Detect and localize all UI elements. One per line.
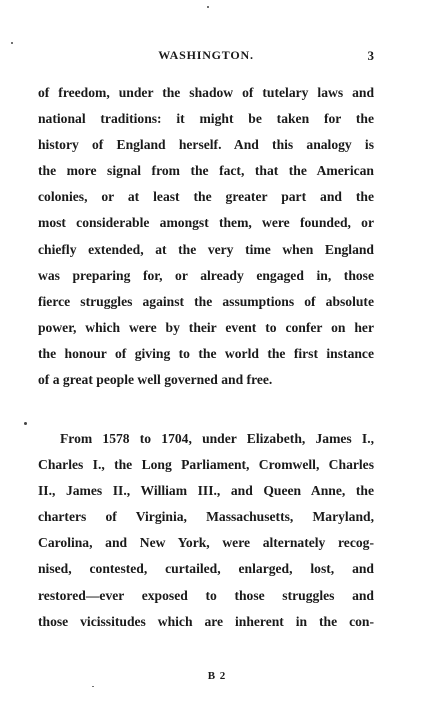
text-line: most considerable amongst them, were founded, or (38, 215, 374, 231)
text-line: history of England herself. And this analogy is (38, 137, 374, 153)
text-line: fierce struggles against the assumptions of absolute (38, 293, 374, 309)
running-head (38, 48, 374, 66)
text-line: power, which were by their event to confer on her (38, 319, 374, 335)
text-line: was preparing for, or already engaged in, those (38, 267, 374, 283)
text-line: of freedom, under the shadow of tutelary laws and (38, 85, 374, 100)
text-line: II., James II., William III., and Queen Anne, the (38, 483, 374, 499)
text-line: the honour of giving to the world the first instance (38, 345, 374, 361)
ink-speck (11, 42, 13, 44)
text-line: From 1578 to 1704, under Elizabeth, James I., (60, 431, 374, 446)
paragraph-1 (38, 80, 374, 393)
text-line: Carolina, and New York, were alternately recog- (38, 535, 374, 551)
running-title: WASHINGTON. (158, 48, 254, 62)
text-line: national traditions: it might be taken for the (38, 111, 374, 127)
text-line: those vicissitudes which are inherent in the con- (38, 613, 374, 629)
text-line: colonies, or at least the greater part and the (38, 189, 374, 205)
ink-speck (92, 686, 94, 687)
page-number: 3 (367, 48, 374, 63)
text-line: charters of Virginia, Massachusetts, Maryland, (38, 509, 374, 525)
ink-speck (207, 6, 209, 8)
signature-mark: B 2 (207, 670, 227, 682)
text-line: restored—ever exposed to those struggles and (38, 587, 374, 603)
ink-speck (24, 422, 27, 425)
text-line: of a great people well governed and free. (38, 372, 273, 388)
text-line: the more signal from the fact, that the American (38, 163, 374, 179)
text-line: Charles I., the Long Parliament, Cromwell, Charles (38, 457, 374, 473)
text-line: nised, contested, curtailed, enlarged, lost, and (38, 561, 374, 577)
paragraph-2 (38, 426, 374, 635)
text-line: chiefly extended, at the very time when England (38, 241, 374, 257)
